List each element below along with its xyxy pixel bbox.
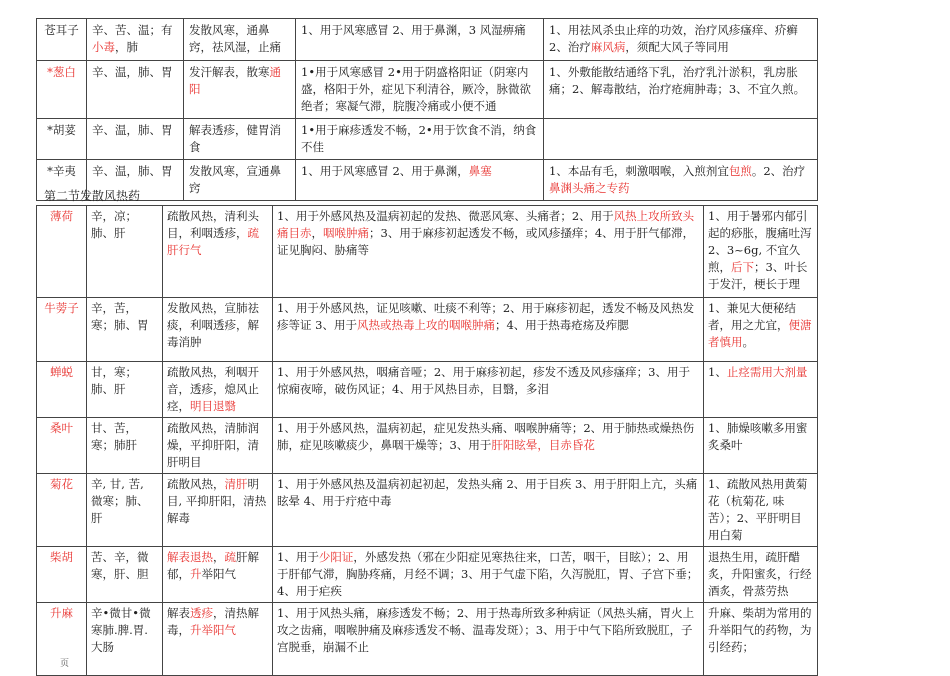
herb-nature-seg: 辛、温，肺、胃 bbox=[92, 65, 173, 79]
herb-effect bbox=[184, 160, 296, 201]
herb-name-text: 胡荽 bbox=[52, 123, 76, 137]
herb-nature-seg: 辛, 甘, 苦, 微寒；肺、肝 bbox=[91, 477, 149, 525]
herb-name bbox=[37, 547, 87, 603]
herb-notes-seg: 麻风病 bbox=[590, 40, 626, 54]
herb-name-text: 升麻 bbox=[50, 606, 73, 620]
herb-effect-seg: 通阳 bbox=[189, 65, 281, 96]
herb-effect-seg: 解表退热 bbox=[167, 550, 213, 564]
herb-name bbox=[37, 119, 87, 160]
herb-effect-seg: 解表 bbox=[167, 606, 190, 620]
section-title: 第二节发散风热药 bbox=[44, 189, 141, 203]
herb-usage-seg: 1、用于风热头痛，麻疹透发不畅；2、用于热毒所致多种病证（风热头痛，胃火上攻之齿痛，咽喉肿痛及麻疹透发不畅、温毒发斑）；3、用于中气下陷所致脱肛，子宫脱垂，崩漏不止 bbox=[277, 606, 695, 654]
herb-nature bbox=[87, 61, 184, 119]
herb-usage bbox=[296, 119, 544, 160]
herb-effect-seg: 肝解郁， bbox=[167, 550, 259, 581]
herb-effect-seg: 升举阳气 bbox=[190, 623, 236, 637]
herb-notes-seg: 升麻、柴胡为常用的升举阳气的药物，为引经药； bbox=[708, 606, 812, 654]
herb-notes bbox=[544, 61, 818, 119]
herb-name-text: 辛夷 bbox=[52, 164, 76, 178]
herb-name bbox=[37, 474, 87, 547]
herb-notes-seg: 鼻渊头痛之专药 bbox=[549, 181, 630, 195]
herb-notes bbox=[544, 160, 818, 201]
herb-nature-seg: 辛，凉；肺、肝 bbox=[91, 209, 137, 240]
herb-usage-seg: 风热上攻所致头痛目赤 bbox=[277, 209, 695, 240]
herb-effect bbox=[184, 19, 296, 61]
herb-effect bbox=[163, 362, 273, 418]
herb-effect-seg: 发散风寒，宣通鼻窍 bbox=[189, 164, 281, 195]
page-footer: 页 bbox=[60, 659, 70, 669]
herb-usage bbox=[273, 418, 704, 474]
herb-usage bbox=[273, 547, 704, 603]
herb-notes-seg: 1、用祛风杀虫止痒的功效，治疗风疹瘙痒、疥癣 2、治疗 bbox=[549, 23, 798, 54]
herb-effect-seg: 解表透疹，健胃消食 bbox=[189, 123, 281, 154]
herb-nature-seg: 辛，苦，寒；肺、胃 bbox=[91, 301, 149, 332]
herb-usage-seg: ；4、用于热毒疮疡及痄腮 bbox=[494, 318, 629, 332]
herb-usage bbox=[296, 19, 544, 61]
herb-name-text: 苍耳子 bbox=[44, 23, 79, 37]
herb-notes-seg: 1、外敷能散结通络下乳，治疗乳汁淤积，乳房胀痛；2、解毒散结，治疗疮痈肿毒；3、不宜久煎。 bbox=[549, 65, 806, 96]
herb-notes bbox=[704, 298, 818, 362]
herb-name bbox=[37, 19, 87, 61]
herb-effect-seg: 举阳气 bbox=[201, 567, 236, 581]
herb-usage bbox=[273, 603, 704, 676]
herb-name-text: 薄荷 bbox=[50, 209, 73, 223]
herb-usage bbox=[296, 160, 544, 201]
table-row bbox=[37, 362, 818, 418]
herb-usage-seg: 1•用于麻疹透发不畅，2•用于饮食不消，纳食不佳 bbox=[301, 123, 537, 154]
herb-effect-seg: ， bbox=[213, 550, 225, 564]
herb-usage-seg: ；3、用于麻疹初起透发不畅，或风疹搔痒；4、用于肝气郁滞，证见胸闷、胁痛等 bbox=[277, 226, 695, 257]
herb-nature bbox=[87, 418, 163, 474]
herb-notes-seg: 便溏者慎用 bbox=[708, 318, 812, 349]
herb-effect-seg: 发汗解表，散寒 bbox=[189, 65, 270, 79]
herb-effect-seg: 疏散风热，清利头目，利咽透疹， bbox=[167, 209, 259, 240]
herb-nature-seg: 小毒 bbox=[92, 40, 115, 54]
herb-nature-seg: 苦、辛，微寒，肝、胆 bbox=[91, 550, 149, 581]
herb-usage-seg: 1、用于外感风热，咽痛音哑；2、用于麻疹初起，疹发不透及风疹瘙痒；3、用于惊痫夜啼，破伤风证；4、用于风热目赤，目翳，多泪 bbox=[277, 365, 690, 396]
herb-usage bbox=[273, 206, 704, 298]
herb-effect bbox=[163, 603, 273, 676]
herb-name-text: 桑叶 bbox=[50, 421, 73, 435]
table-row bbox=[37, 61, 818, 119]
table-warm-herbs bbox=[36, 18, 818, 201]
herb-nature bbox=[87, 19, 184, 61]
herb-effect-seg: 疏散风热，利咽开音，透疹，熄风止痉， bbox=[167, 365, 259, 413]
herb-effect bbox=[184, 119, 296, 160]
herb-effect-seg: 发散风寒，通鼻窍，祛风湿，止痛 bbox=[189, 23, 281, 54]
herb-usage-seg: 1、用于外感风热及温病初起初起，发热头痛 2、用于目疾 3、用于肝阳上亢，头痛眩晕 4、用于疔疮中毒 bbox=[277, 477, 698, 508]
herb-notes-seg: ；3、叶长于发汗，梗长于理 bbox=[708, 260, 808, 291]
herb-nature-seg: 甘、苦，寒；肺肝 bbox=[91, 421, 137, 452]
herb-notes-seg: 1、用于暑邪内郁引起的痧胀，腹痛吐泻 2、3~6g, 不宜久煎， bbox=[708, 209, 812, 274]
table-row bbox=[37, 119, 818, 160]
herb-effect bbox=[163, 418, 273, 474]
herb-usage-seg: 少阳证 bbox=[318, 550, 354, 564]
herb-nature-seg: 辛、温，肺、胃 bbox=[92, 164, 173, 178]
table-row bbox=[37, 603, 818, 676]
herb-notes-seg: 1、 bbox=[708, 365, 727, 379]
herb-notes-seg: ，须配大风子等同用 bbox=[625, 40, 729, 54]
herb-notes bbox=[704, 206, 818, 298]
herb-usage-seg: 肝阳眩晕，目赤昏花 bbox=[491, 438, 595, 452]
table-row bbox=[37, 418, 818, 474]
herb-effect-seg: 透疹 bbox=[190, 606, 213, 620]
herb-nature-seg: 甘，寒；肺、肝 bbox=[91, 365, 137, 396]
table-row bbox=[37, 298, 818, 362]
herb-usage-seg: 1、用于外感风热，证见咳嗽、吐痰不利等；2、用于麻疹初起，透发不畅及风热发疹等证 3、用于 bbox=[277, 301, 695, 332]
herb-notes bbox=[704, 474, 818, 547]
herb-usage bbox=[273, 362, 704, 418]
herb-usage-seg: 1、用于风寒感冒 2、用于鼻渊， bbox=[301, 164, 469, 178]
herb-effect bbox=[163, 547, 273, 603]
herb-name-text: 蝉蜕 bbox=[50, 365, 73, 379]
table-row bbox=[37, 160, 818, 201]
herb-notes bbox=[544, 119, 818, 160]
star-mark: * bbox=[47, 123, 53, 137]
herb-notes-seg: 后下 bbox=[731, 260, 754, 274]
table-wind-heat-herbs bbox=[36, 205, 818, 676]
herb-name-text: 牛蒡子 bbox=[44, 301, 79, 315]
herb-notes-seg: 1、本品有毛，刺激咽喉，入煎剂宜 bbox=[549, 164, 729, 178]
herb-effect-seg: 疏肝行气 bbox=[167, 226, 259, 257]
herb-usage-seg: 鼻塞 bbox=[468, 164, 492, 178]
herb-effect bbox=[184, 61, 296, 119]
herb-nature bbox=[87, 474, 163, 547]
herb-effect-seg: 疏 bbox=[224, 550, 236, 564]
herb-effect-seg: 明目退翳 bbox=[190, 399, 236, 413]
herb-nature bbox=[87, 298, 163, 362]
herb-name bbox=[37, 298, 87, 362]
herb-usage-seg: ， bbox=[311, 226, 323, 240]
herb-nature bbox=[87, 206, 163, 298]
herb-nature bbox=[87, 119, 184, 160]
herb-effect-seg: 明目, 平抑肝阳，清热解毒 bbox=[167, 477, 267, 525]
herb-notes-seg: 1、兼见大便秘结者，用之尤宜， bbox=[708, 301, 796, 332]
herb-notes-seg: 1、疏散风热用黄菊花（杭菊花, 味苦）；2、平肝明目用白菊 bbox=[708, 477, 808, 542]
herb-notes-seg: 止痉需用大剂量 bbox=[726, 365, 808, 379]
herb-name bbox=[37, 61, 87, 119]
herb-notes bbox=[704, 418, 818, 474]
herb-effect-seg: 升 bbox=[190, 567, 202, 581]
star-mark: * bbox=[47, 65, 53, 79]
herb-effect-seg: 清肝 bbox=[224, 477, 248, 491]
herb-usage-seg: 1、用于外感风热及温病初起的发热、微恶风寒、头痛者；2、用于 bbox=[277, 209, 614, 223]
herb-usage bbox=[296, 61, 544, 119]
herb-usage-seg: 1、用于风寒感冒 2、用于鼻渊，3 风湿痹痛 bbox=[301, 23, 526, 37]
herb-usage-seg: 1•用于风寒感冒 2•用于阴盛格阳证（阴寒内盛，格阳于外，症见下利清谷，厥冷，脉微欲绝者；寒凝气滞，脘腹冷痛或小便不通 bbox=[301, 65, 531, 113]
herb-effect bbox=[163, 298, 273, 362]
herb-notes bbox=[704, 362, 818, 418]
table-row bbox=[37, 474, 818, 547]
table-row bbox=[37, 547, 818, 603]
herb-notes-seg: 包煎 bbox=[728, 164, 752, 178]
herb-usage-seg: 风热或热毒上攻的咽喉肿痛 bbox=[356, 318, 495, 332]
herb-effect-seg: ，清热解毒， bbox=[167, 606, 259, 637]
herb-name-text: 柴胡 bbox=[50, 550, 73, 564]
herb-notes-seg: 。 bbox=[742, 335, 754, 349]
herb-notes-seg: 1、肺燥咳嗽多用蜜炙桑叶 bbox=[708, 421, 808, 452]
herb-nature bbox=[87, 603, 163, 676]
herb-effect bbox=[163, 206, 273, 298]
herb-usage-seg: 1、用于 bbox=[277, 550, 319, 564]
herb-notes-seg: 。2、治疗 bbox=[751, 164, 806, 178]
herb-usage-seg: 1、用于外感风热，温病初起，症见发热头痛、咽喉肿痛等；2、用于肺热或燥热伤肺，症见咳嗽痰少，鼻咽干燥等；3、用于 bbox=[277, 421, 695, 452]
herb-name bbox=[37, 418, 87, 474]
herb-nature-seg: ，肺 bbox=[115, 40, 138, 54]
herb-nature bbox=[87, 362, 163, 418]
herb-usage-seg: 咽喉肿痛 bbox=[323, 226, 369, 240]
herb-name-text: 葱白 bbox=[52, 65, 76, 79]
herb-notes-seg: 退热生用，疏肝醋炙，升阳蜜炙，行经酒炙，骨蒸劳热 bbox=[708, 550, 812, 598]
herb-usage-seg: ，外感发热（邪在少阳症见寒热往来，口苦，咽干，目眩）；2、用于肝郁气滞，胸胁疼痛，月经不调；3、用于气虚下陷，久泻脱肛，胃、子宫下垂；4、用于疟疾 bbox=[277, 550, 699, 598]
herb-notes bbox=[544, 19, 818, 61]
herb-name bbox=[37, 206, 87, 298]
herb-nature-seg: 辛•微甘•微寒肺.脾.胃.大肠 bbox=[91, 606, 151, 654]
herb-nature bbox=[87, 547, 163, 603]
herb-notes bbox=[704, 603, 818, 676]
herb-effect-seg: 疏散风热，清肺润燥，平抑肝阳，清肝明目 bbox=[167, 421, 259, 469]
herb-nature-seg: 辛、苦、温；有 bbox=[92, 23, 173, 37]
star-mark: * bbox=[47, 164, 53, 178]
herb-name-text: 菊花 bbox=[50, 477, 73, 491]
herb-notes bbox=[704, 547, 818, 603]
herb-name bbox=[37, 362, 87, 418]
herb-usage bbox=[273, 298, 704, 362]
table-row bbox=[37, 19, 818, 61]
herb-effect bbox=[163, 474, 273, 547]
herb-usage bbox=[273, 474, 704, 547]
herb-effect-seg: 疏散风热， bbox=[167, 477, 225, 491]
herb-effect-seg: 发散风热，宣肺祛痰，利咽透疹，解毒消肿 bbox=[167, 301, 259, 349]
herb-nature-seg: 辛、温，肺、胃 bbox=[92, 123, 173, 137]
table-row bbox=[37, 206, 818, 298]
